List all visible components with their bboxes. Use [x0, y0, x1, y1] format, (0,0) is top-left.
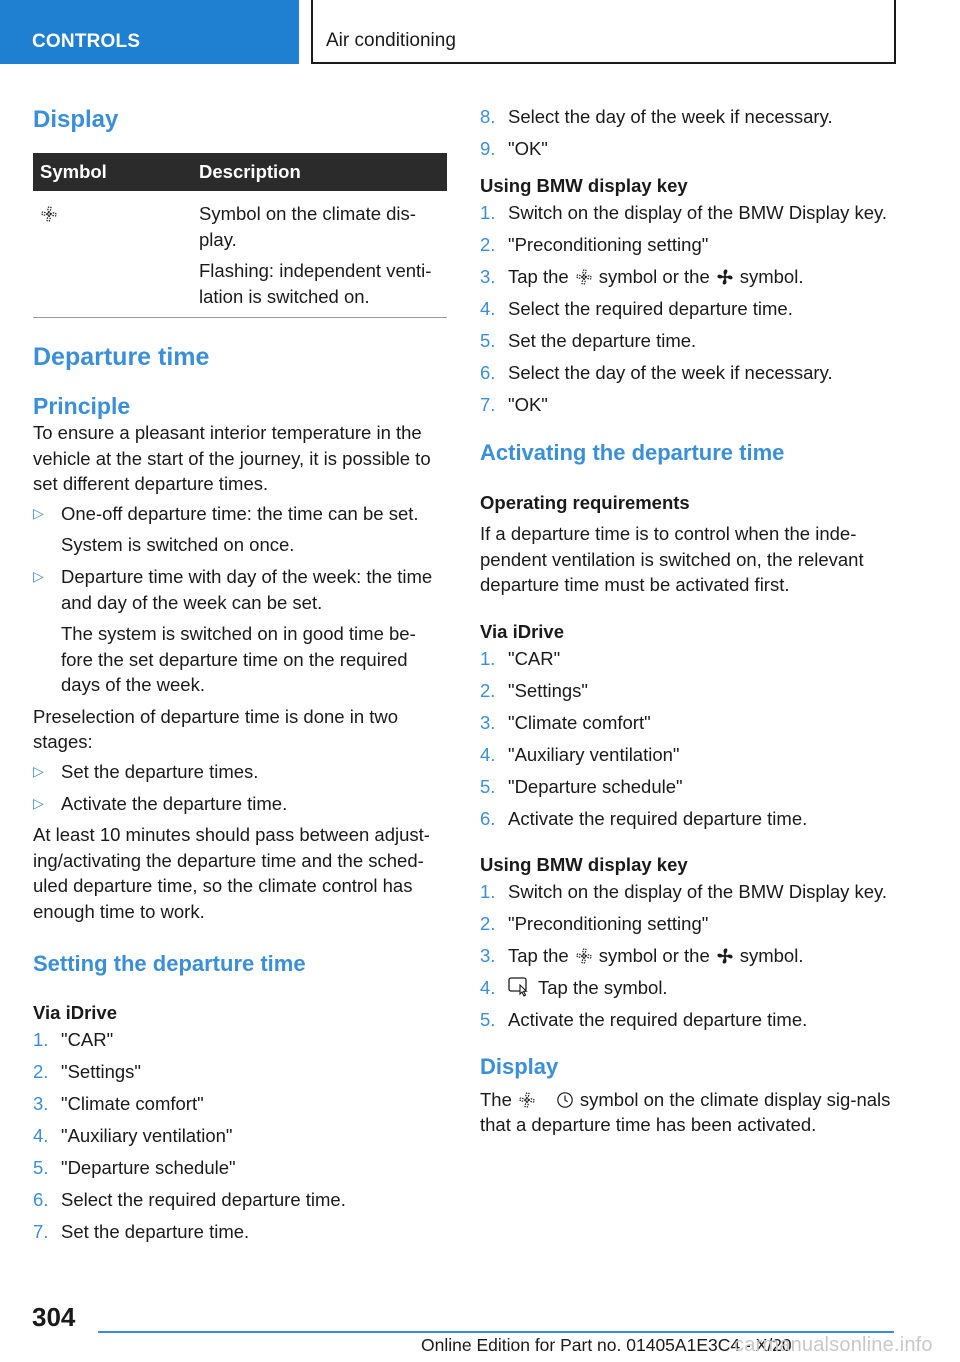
- step-text: "Preconditioning setting": [508, 913, 709, 934]
- step-text: Activate the required departure time.: [508, 807, 808, 829]
- list-item: [33, 1123, 447, 1149]
- step-text: Switch on the display of the BMW Display key.: [508, 881, 888, 902]
- list-item: [480, 136, 900, 162]
- triangle-bullet-icon: ▷: [33, 568, 44, 584]
- chapter-title: Air conditioning: [326, 30, 456, 51]
- triangle-bullet-icon: ▷: [33, 504, 44, 521]
- step-number: 5.: [480, 1009, 496, 1030]
- departure-time-heading: Departure time: [33, 343, 210, 371]
- step-number: 6.: [33, 1189, 49, 1210]
- list-item: [480, 774, 900, 800]
- clock-icon: [556, 1091, 574, 1109]
- step-number: 1.: [480, 647, 496, 669]
- display-text-part: The: [480, 1088, 512, 1110]
- list-item: [480, 392, 900, 418]
- list-item: [33, 564, 447, 698]
- tap-button-icon: [508, 977, 530, 997]
- list-item: [33, 791, 447, 817]
- step-number: 2.: [480, 233, 496, 255]
- footer-watermark: carmanualsonline.info: [734, 1334, 933, 1356]
- step-number: 3.: [480, 265, 496, 287]
- list-item: [480, 646, 900, 672]
- list-item: [33, 1091, 447, 1117]
- setting-heading: Setting the departure time: [33, 951, 306, 976]
- triangle-bullet-icon: ▷: [33, 794, 44, 811]
- operating-requirements-text: If a departure time is to control when the inde-pendent ventilation is switched on, the relevant departure time must be activated first.: [480, 523, 864, 595]
- list-item: [480, 104, 900, 130]
- table-col-symbol: Symbol: [40, 161, 107, 182]
- step-text: "CAR": [508, 647, 561, 669]
- bullet-subtext: System is switched on once.: [61, 534, 295, 555]
- list-item: [33, 1059, 447, 1085]
- list-item: [33, 1187, 447, 1213]
- table-desc-line-2: Flashing: independent venti-lation is switched on.: [199, 260, 432, 307]
- fan-filled-icon: [716, 268, 734, 286]
- chapter-tab: [311, 0, 896, 64]
- display-text: [480, 1087, 900, 1138]
- table-description-cell: [199, 201, 447, 309]
- step-text: Activate the required departure time.: [508, 1009, 808, 1030]
- step-text: "Auxiliary ventilation": [508, 743, 680, 765]
- list-item: [480, 710, 900, 736]
- list-item: [33, 1219, 447, 1245]
- table-row: [33, 191, 447, 309]
- list-item: [480, 911, 900, 937]
- list-item: [480, 879, 900, 905]
- step-text: "Climate comfort": [61, 1093, 204, 1114]
- list-item: [33, 759, 447, 785]
- step-text: "Settings": [61, 1061, 141, 1082]
- step-text: [508, 943, 900, 969]
- setting-steps-list: [33, 1027, 447, 1245]
- via-idrive-label: Via iDrive: [480, 620, 564, 642]
- page-number: 304: [32, 1302, 76, 1332]
- step-number: 6.: [480, 807, 496, 829]
- table-desc-line-1: Symbol on the climate dis-play.: [199, 203, 416, 250]
- section-title: CONTROLS: [32, 31, 141, 52]
- using-display-key-label: Using BMW display key: [480, 854, 688, 875]
- step-text-part: Tap the symbol.: [538, 977, 668, 998]
- activating-heading: Activating the departure time: [480, 440, 785, 465]
- step-text: [508, 264, 900, 290]
- list-item: [480, 232, 900, 258]
- step-number: 3.: [480, 945, 496, 966]
- step-number: 4.: [480, 743, 496, 765]
- step-number: 5.: [33, 1157, 49, 1178]
- activating-steps-list: [480, 646, 900, 832]
- bullet-text: Departure time with day of the week: the time and day of the week can be set.: [61, 566, 433, 613]
- step-text: "OK": [508, 393, 548, 415]
- step-text: "OK": [508, 138, 548, 159]
- right-column: [480, 96, 900, 1138]
- step-text: "Settings": [508, 679, 588, 701]
- via-idrive-label: Via iDrive: [33, 1002, 117, 1023]
- step-text: Set the departure time.: [508, 329, 697, 351]
- list-item: [33, 1027, 447, 1053]
- display-text-part: symbol on the climate display sig-nals that a departure time has been activated.: [480, 1088, 891, 1135]
- preselection-text: Preselection of departure time is done in two stages:: [33, 705, 399, 752]
- step-number: 1.: [480, 881, 496, 902]
- step-text: Select the day of the week if necessary.: [508, 361, 833, 383]
- step-number: 4.: [33, 1125, 49, 1146]
- step-number: 4.: [480, 297, 496, 319]
- step-text: Switch on the display of the BMW Display key.: [508, 201, 888, 223]
- triangle-bullet-icon: ▷: [33, 762, 44, 779]
- step-number: 2.: [480, 679, 496, 701]
- symbol-table: [33, 153, 447, 318]
- step-text: "Auxiliary ventilation": [61, 1125, 233, 1146]
- list-item: [480, 975, 900, 1001]
- principle-text: To ensure a pleasant interior temperature in the vehicle at the start of the journey, it is possible to set different departure times.: [33, 422, 431, 494]
- step-text: Select the day of the week if necessary.: [508, 106, 833, 127]
- bullet-text: One-off departure time: the time can be set.: [61, 502, 419, 524]
- step-text-part: symbol or the: [598, 945, 710, 966]
- stages-list: [33, 759, 447, 817]
- step-number: 5.: [480, 775, 496, 797]
- display-heading-right: Display: [480, 1053, 559, 1079]
- operating-requirements-label: Operating requirements: [480, 492, 690, 513]
- step-number: 7.: [480, 393, 496, 415]
- step-text: Set the departure time.: [61, 1221, 250, 1242]
- step-number: 2.: [33, 1061, 49, 1082]
- display-heading: Display: [33, 106, 119, 133]
- step-text: [508, 975, 900, 1001]
- step-text: "Departure schedule": [508, 775, 683, 797]
- table-header: [33, 153, 447, 191]
- using-display-key-label: Using BMW display key: [480, 174, 688, 196]
- atleast-text: At least 10 minutes should pass between adjust-ing/activating the departure time and the sched-uled departure time, so the climate control has enough time to work.: [33, 824, 430, 922]
- step-number: 5.: [480, 329, 496, 351]
- bullet-subtext: The system is switched on in good time be-fore the set departure time on the required days of the week.: [61, 623, 416, 695]
- fan-outline-icon: [575, 268, 593, 286]
- list-item: [480, 264, 900, 290]
- step-text: Select the required departure time.: [508, 297, 793, 319]
- step-text-part: symbol or the: [598, 265, 710, 287]
- list-item: [480, 328, 900, 354]
- left-column: [33, 96, 447, 1245]
- step-number: 3.: [33, 1093, 49, 1114]
- fan-outline-icon: [575, 947, 593, 965]
- setting-steps-continued: [480, 104, 900, 162]
- step-number: 8.: [480, 106, 496, 127]
- step-text: "Climate comfort": [508, 711, 651, 733]
- list-item: [480, 806, 900, 832]
- step-text-part: Tap the: [508, 945, 569, 966]
- step-text: "Preconditioning setting": [508, 233, 709, 255]
- list-item: [480, 1007, 900, 1033]
- list-item: [480, 943, 900, 969]
- step-number: 1.: [33, 1029, 49, 1050]
- display-key-steps-1: [480, 200, 900, 418]
- step-number: 4.: [480, 977, 496, 998]
- list-item: [33, 1155, 447, 1181]
- bullet-text: Activate the departure time.: [61, 792, 288, 814]
- bullet-text: Set the departure times.: [61, 760, 259, 782]
- step-text: Select the required departure time.: [61, 1189, 346, 1210]
- list-item: [33, 501, 447, 558]
- step-text-part: symbol.: [739, 265, 804, 287]
- step-text-part: symbol.: [739, 945, 804, 966]
- step-number: 7.: [33, 1221, 49, 1242]
- list-item: [480, 742, 900, 768]
- footer-divider: [98, 1331, 894, 1333]
- list-item: [480, 678, 900, 704]
- section-tab: [0, 0, 299, 64]
- fan-outline-icon: [518, 1091, 536, 1109]
- step-number: 9.: [480, 138, 496, 159]
- table-symbol-cell: [33, 201, 199, 309]
- fan-icon: [40, 205, 58, 223]
- footer-edition: Online Edition for Part no. 01405A1E3C4 - X/20: [421, 1335, 792, 1355]
- principle-heading: Principle: [33, 393, 131, 419]
- step-number: 3.: [480, 711, 496, 733]
- list-item: [480, 360, 900, 386]
- step-number: 1.: [480, 201, 496, 223]
- step-number: 2.: [480, 913, 496, 934]
- fan-filled-icon: [716, 947, 734, 965]
- step-text-part: Tap the: [508, 265, 569, 287]
- step-number: 6.: [480, 361, 496, 383]
- departure-types-list: [33, 501, 447, 698]
- list-item: [480, 200, 900, 226]
- step-text: "CAR": [61, 1029, 114, 1050]
- step-text: "Departure schedule": [61, 1157, 236, 1178]
- display-key-steps-2: [480, 879, 900, 1033]
- table-col-description: Description: [199, 161, 301, 182]
- list-item: [480, 296, 900, 322]
